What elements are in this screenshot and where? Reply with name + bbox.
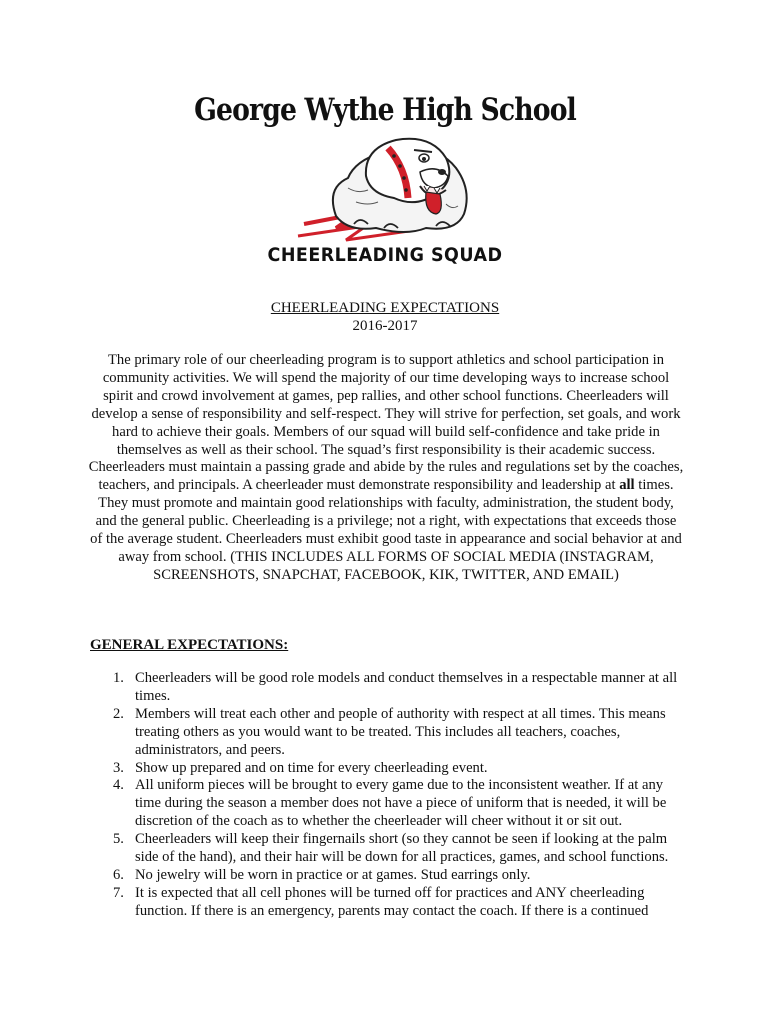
squad-name: CHEERLEADING SQUAD — [267, 244, 503, 266]
school-name-title: George Wythe High School — [194, 92, 576, 128]
list-item-number: 3. — [113, 759, 124, 776]
intro-text-part1: The primary role of our cheerleading program is to support athletics and school participation in community activities. We will spend the majority of our time developing ways to increase school spirit and crowd involvement at games, pep rallies, and other school functions. Cheerleaders will develop a sense of responsibility and self-respect. They will strive for perfection, set goals, and work hard to achieve their goals. Members of our squad will build self-confidence and take pride in themselves as well as their school. The squad’s first responsibility is their academic success. Cheerleaders must maintain a passing grade and abide by the rules and regulations set by the coaches, teachers, and principals. A cheerleader must demonstrate responsibility and leadership at — [88, 352, 684, 494]
list-item-number: 5. — [113, 831, 124, 848]
list-item — [0, 885, 685, 921]
list-item — [0, 777, 685, 831]
list-item-number: 1. — [113, 670, 124, 686]
intro-bold-word: all — [619, 477, 635, 494]
list-item-text: Members will treat each other and people of authority with respect at all times. This means treating others as you would want to be treated. This includes all teachers, coaches, administrators, and peers. — [135, 705, 666, 758]
list-item-number: 2. — [113, 705, 124, 722]
list-item-text: Cheerleaders will be good role models and conduct themselves in a respectable manner at all times. — [135, 670, 678, 704]
list-item-text: No jewelry will be worn in practice or at games. Stud earrings only. — [135, 866, 531, 883]
list-item — [0, 706, 685, 760]
list-item — [0, 867, 685, 885]
list-item — [0, 670, 685, 706]
bulldog-mascot-icon — [296, 128, 476, 246]
list-item-number: 4. — [113, 777, 124, 794]
list-item — [0, 760, 685, 778]
intro-paragraph — [88, 352, 684, 585]
expectations-list — [0, 670, 770, 921]
intro-text-part2: times. They must promote and maintain good relationships with faculty, administration, the student body, and the general public. Cheerleading is a privilege; not a right, with expectations that exceeds those of the average student. Cheerleaders must exhibit good taste in appearance and social behavior at and away from school. (THIS INCLUDES ALL FORMS OF SOCIAL MEDIA (INSTAGRAM, SCREENSHOTS, SNAPCHAT, FACEBOOK, KIK, TWITTER, AND EMAIL) — [90, 477, 682, 583]
list-item-text: It is expected that all cell phones will be turned off for practices and ANY cheerleading function. If there is an emergency, parents may contact the coach. If there is a continued — [135, 884, 649, 919]
document-heading: CHEERLEADING EXPECTATIONS — [270, 300, 500, 316]
general-expectations-heading: GENERAL EXPECTATIONS: — [90, 637, 289, 653]
list-item-text: Show up prepared and on time for every cheerleading event. — [135, 759, 488, 776]
list-item-number: 7. — [113, 884, 124, 901]
list-item — [0, 831, 685, 867]
list-item-number: 6. — [113, 866, 124, 883]
list-item-text: Cheerleaders will keep their fingernails short (so they cannot be seen if looking at the palm side of the hand), and their hair will be down for all practices, games, and school functions. — [135, 831, 669, 866]
list-item-text: All uniform pieces will be brought to every game due to the inconsistent weather. If at any time during the season a member does not have a piece of uniform that is needed, it will be discretion of the coach as to whether the cheerleader will cheer without it or sit out. — [135, 777, 667, 830]
document-years: 2016-2017 — [352, 318, 418, 334]
